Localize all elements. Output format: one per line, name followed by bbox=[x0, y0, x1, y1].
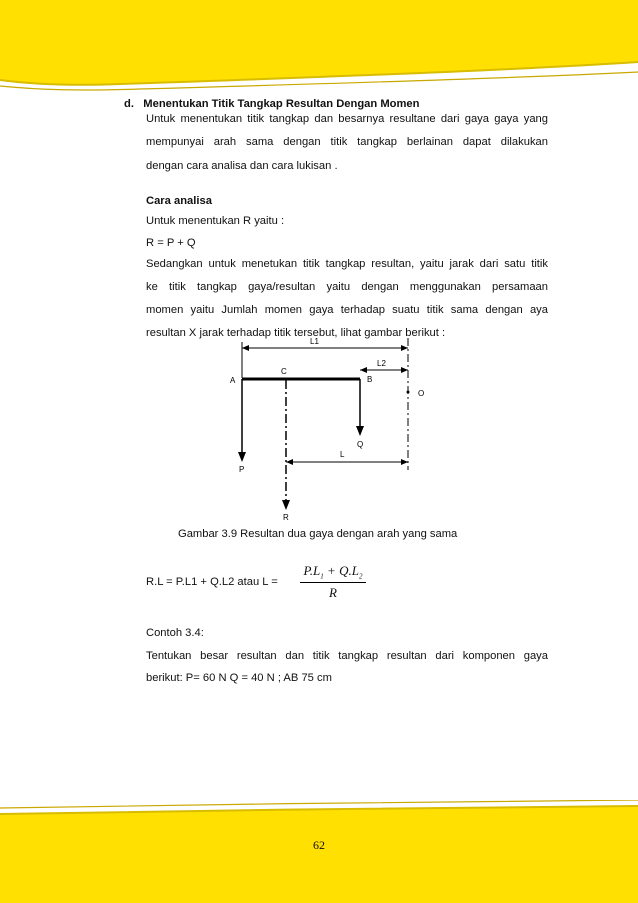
arrow-down-icon bbox=[356, 426, 364, 436]
section-prefix: d. bbox=[124, 98, 134, 110]
formula-numerator: $P.L_1 + Q.L_2$ bbox=[303, 563, 363, 581]
arrow-left-icon bbox=[242, 345, 249, 351]
formula-denominator: R bbox=[329, 585, 337, 600]
fraction-bar bbox=[300, 582, 366, 583]
arrow-right-icon bbox=[401, 459, 408, 465]
intro-line-1: Untuk menentukan titik tangkap dan besarnya resultane dari gaya gaya yang bbox=[146, 113, 548, 125]
analysis-heading: Cara analisa bbox=[146, 195, 212, 207]
force-diagram bbox=[222, 330, 440, 522]
label-q: Q bbox=[357, 440, 364, 449]
analysis-para-2: ke titik tangkap gaya/resultan yaitu dengan menggunakan persamaan bbox=[146, 281, 548, 293]
label-o: O bbox=[418, 389, 425, 398]
point-o bbox=[407, 391, 410, 394]
section-heading bbox=[124, 97, 419, 111]
intro-line-2: mempunyai arah sama dengan titik tangkap berlainan dapat dilakukan bbox=[146, 136, 548, 148]
label-r: R bbox=[283, 513, 289, 522]
analysis-line-1: Untuk menentukan R yaitu : bbox=[146, 215, 285, 227]
label-b: B bbox=[367, 375, 373, 384]
figure-caption: Gambar 3.9 Resultan dua gaya dengan arah yang sama bbox=[178, 528, 458, 540]
example-line-1: Tentukan besar resultan dan titik tangkap resultan dari komponen gaya bbox=[146, 650, 548, 662]
example-title: Contoh 3.4: bbox=[146, 627, 204, 639]
label-p: P bbox=[239, 465, 245, 474]
analysis-para-1: Sedangkan untuk menetukan titik tangkap resultan, yaitu jarak dari satu titik bbox=[146, 258, 548, 270]
arrow-down-icon bbox=[282, 500, 290, 510]
intro-line-3: dengan cara analisa dan cara lukisan . bbox=[146, 160, 338, 172]
formula-left: R.L = P.L1 + Q.L2 atau L = bbox=[146, 576, 278, 588]
label-c: C bbox=[281, 367, 287, 376]
label-l1: L1 bbox=[310, 337, 319, 346]
arrow-right-icon bbox=[401, 367, 408, 373]
section-title: Menentukan Titik Tangkap Resultan Dengan Momen bbox=[143, 98, 420, 110]
page-number: 62 bbox=[313, 838, 325, 852]
label-a: A bbox=[230, 376, 236, 385]
example-line-2: berikut: P= 60 N Q = 40 N ; AB 75 cm bbox=[146, 672, 332, 684]
header-decoration bbox=[0, 0, 638, 92]
arrow-left-icon bbox=[360, 367, 367, 373]
analysis-para-3: momen yaitu Jumlah momen gaya terhadap suatu titik sama dengan aya bbox=[146, 304, 548, 316]
analysis-line-2: R = P + Q bbox=[146, 237, 196, 249]
label-l: L bbox=[340, 450, 345, 459]
arrow-left-icon bbox=[286, 459, 293, 465]
analysis-para-4: resultan X jarak terhadap titik tersebut, lihat gambar berikut : bbox=[146, 327, 446, 339]
arrow-down-icon bbox=[238, 452, 246, 462]
label-l2: L2 bbox=[377, 359, 386, 368]
arrow-right-icon bbox=[401, 345, 408, 351]
